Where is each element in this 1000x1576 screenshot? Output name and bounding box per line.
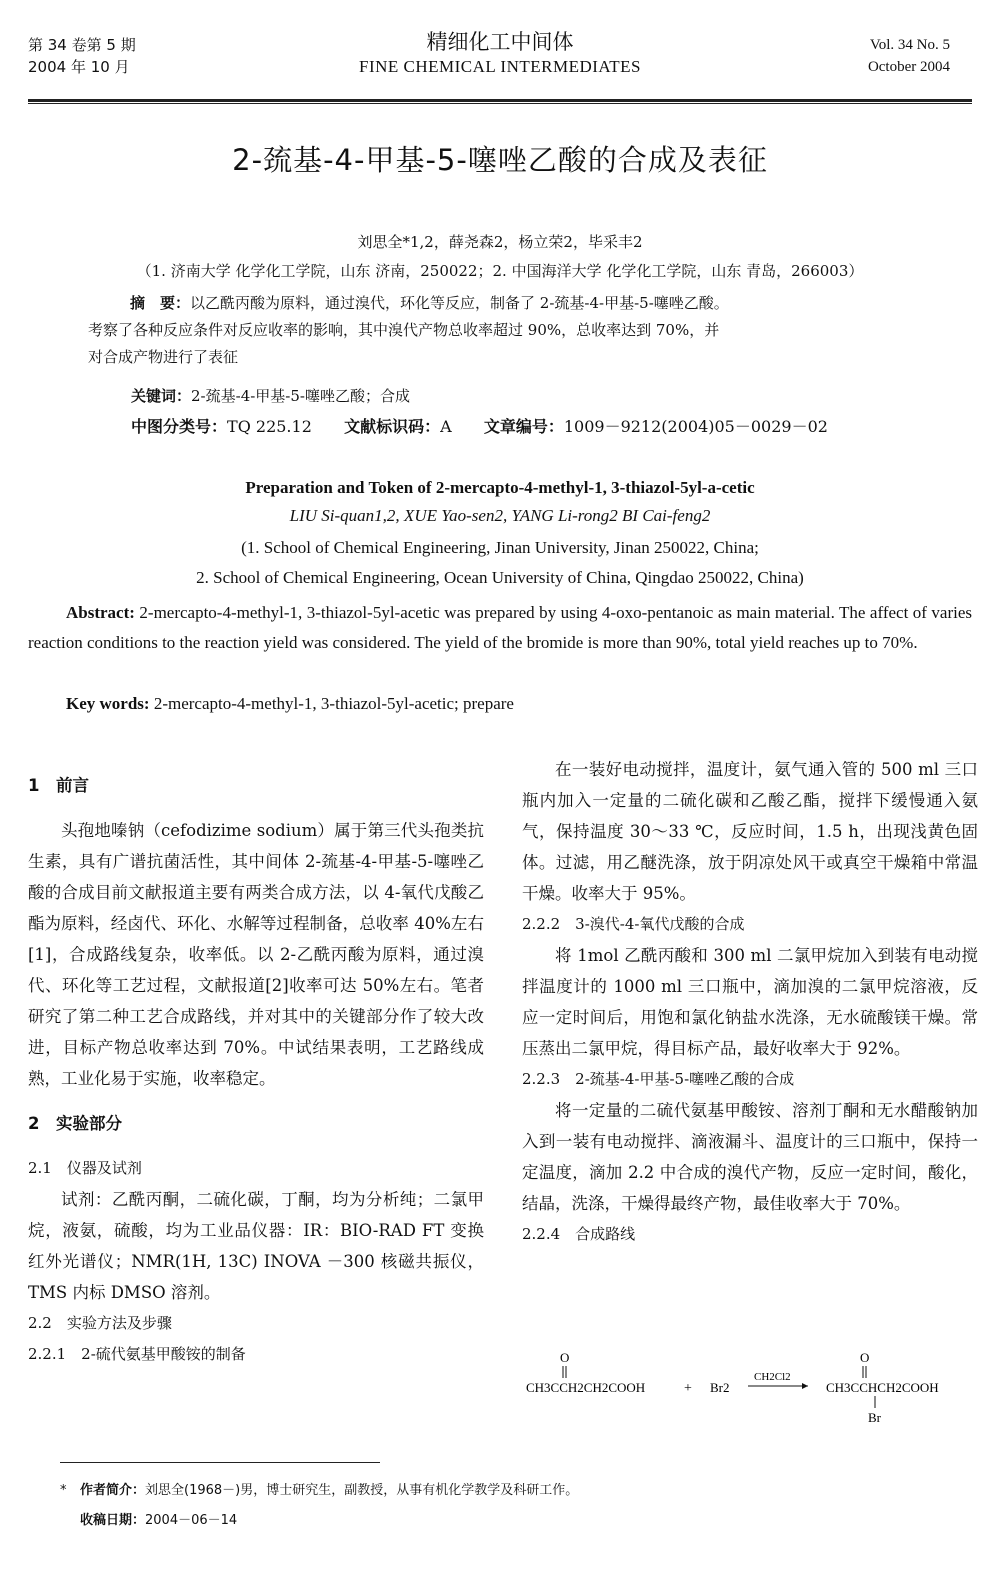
received-date: [60, 1506, 578, 1536]
abstract-en: [28, 598, 972, 658]
carbonyl-o-reactant: O: [560, 1350, 570, 1365]
section-2-2-3-heading: 2.2.3 2-巯基-4-甲基-5-噻唑乙酸的合成: [522, 1070, 795, 1088]
author-bio-label: 作者简介：: [80, 1483, 146, 1498]
doc-code: A: [440, 417, 452, 436]
abstract-cn-line2: 考察了各种反应条件对反应收率的影响，其中溴代产物总收率超过 90%，总收率达到 70%，并: [88, 321, 720, 339]
doc-code-label: 文献标识码：: [344, 417, 441, 436]
bromine-reagent: Br2: [710, 1380, 730, 1395]
received-date-text: 2004－06－14: [145, 1513, 238, 1528]
section-2-1-paragraph: 试剂：乙酰丙酮，二硫化碳，丁酮，均为分析纯；二氯甲烷，液氨，硫酸，均为工业品仪器：IR：BIO-RAD FT 变换红外光谱仪；NMR(1H, 13C) INOVA －300 核磁共振仪，TMS 内标 DMSO 溶剂。: [28, 1190, 484, 1302]
section-1-paragraph: 头孢地嗪钠（cefodizime sodium）属于第三代头孢类抗生素，具有广谱抗菌活性，其中间体 2-巯基-4-甲基-5-噻唑乙酸的合成目前文献报道主要有两类合成方法，以 4-氧代戊酸乙酯为原料，经卤代、环化、水解等过程制备，总收率 40%左右[1]，合成路线复杂，收率低。以 2-乙酰丙酸为原料，通过溴代、环化等工艺过程，文献报道[2]收率可达 50%左右。笔者研究了第二种工艺合成路线，并对其中的关键部分作了较大改进，目标产物总收率达到 70%。中试结果表明，工艺路线成熟，工业化易于实施，收率稳定。: [28, 821, 484, 1088]
volume-en: Vol. 34 No. 5: [869, 37, 950, 53]
footnote-rule: [60, 1462, 380, 1463]
keywords-en-text: 2-mercapto-4-methyl-1, 3-thiazol-5yl-acetic; prepare: [153, 694, 514, 713]
abstract-cn-line3: 对合成产物进行了表征: [88, 348, 239, 366]
authors-en: LIU Si-quan1,2, XUE Yao-sen2, YANG Li-rong2 BI Cai-feng2: [289, 506, 711, 525]
authors-cn: 刘思全*1,2，薛尧森2，杨立荣2，毕采丰2: [357, 233, 643, 251]
volume-cn: 第 34 卷第 5 期: [28, 36, 136, 54]
section-2-2-2-heading: 2.2.2 3-溴代-4-氧代戊酸的合成: [522, 915, 745, 933]
carbonyl-o-product: O: [860, 1350, 870, 1365]
section-2-2-heading: 2.2 实验方法及步骤: [28, 1314, 172, 1332]
section-2-2-2-paragraph: 将 1mol 乙酰丙酸和 300 ml 二氯甲烷加入到装有电动搅拌温度计的 1000 ml 三口瓶中，滴加溴的二氯甲烷溶液，反应一定时间后，用饱和氯化钠盐水洗涤，无水硫酸镁干燥。常压蒸出二氯甲烷，得目标产品，最好收率大于 92%。: [522, 946, 978, 1058]
title-en: Preparation and Token of 2-mercapto-4-methyl-1, 3-thiazol-5yl-a-cetic: [245, 478, 755, 497]
affiliation-en-2: 2. School of Chemical Engineering, Ocean University of China, Qingdao 250022, China): [196, 568, 804, 587]
abstract-cn-label: 摘 要：: [130, 294, 191, 312]
abstract-cn: [88, 290, 928, 371]
left-column: [28, 770, 484, 1370]
keywords-cn-text: 2-巯基-4-甲基-5-噻唑乙酸；合成: [191, 387, 410, 405]
classification-line: [131, 414, 828, 437]
right-column: [522, 754, 978, 1250]
section-2-2-1-paragraph: 在一装好电动搅拌，温度计，氨气通入管的 500 ml 三口瓶内加入一定量的二硫化碳和乙酸乙酯，搅拌下缓慢通入氨气，保持温度 30～33 ℃，反应时间，1.5 h，出现浅黄色固体。过滤，用乙醚洗涤，放于阴凉处风干或真空干燥箱中常温干燥。收率大于 95%。: [522, 760, 978, 903]
issue-info-en: [868, 34, 950, 78]
journal-name: [0, 28, 1000, 78]
journal-name-en: FINE CHEMICAL INTERMEDIATES: [358, 57, 642, 76]
received-date-label: 收稿日期：: [80, 1513, 146, 1528]
footnote: [60, 1476, 578, 1536]
clc-label: 中图分类号：: [131, 417, 228, 436]
solvent-label: CH2Cl2: [754, 1371, 791, 1383]
author-bio-text: 刘思全(1968－)男，博士研究生，副教授，从事有机化学教学及科研工作。: [145, 1483, 579, 1498]
reaction-scheme-svg: [524, 1348, 974, 1428]
reaction-scheme: [524, 1348, 974, 1428]
keywords-cn: [131, 386, 410, 407]
date-cn: 2004 年 10 月: [28, 58, 130, 76]
keywords-cn-label: 关键词：: [131, 387, 192, 405]
plus-sign: +: [684, 1381, 692, 1396]
article-id-label: 文章编号：: [483, 417, 564, 436]
bromine-substituent: Br: [868, 1410, 881, 1425]
product-formula: CH3CCHCH2COOH: [826, 1380, 939, 1395]
author-bio: * 作者简介：刘思全(1968－)男，博士研究生，副教授，从事有机化学教学及科研工作。: [60, 1483, 579, 1498]
reactant-formula: CH3CCH2CH2COOH: [526, 1380, 646, 1395]
section-2-2-4-heading: 2.2.4 合成路线: [522, 1225, 636, 1243]
abstract-en-label: Abstract:: [66, 603, 135, 622]
section-2-2-1-heading: 2.2.1 2-硫代氨基甲酸铵的制备: [28, 1345, 246, 1363]
section-2-2-3-paragraph: 将一定量的二硫代氨基甲酸铵、溶剂丁酮和无水醋酸钠加入到一装有电动搅拌、滴液漏斗、温度计的三口瓶中，保持一定温度，滴加 2.2 中合成的溴代产物，反应一定时间，酸化，结晶，洗涤，干燥得最终产物，最佳收率大于 70%。: [522, 1101, 978, 1213]
clc-number: TQ 225.12: [227, 417, 312, 436]
affiliation-en-1: (1. School of Chemical Engineering, Jinan University, Jinan 250022, China;: [241, 538, 759, 557]
section-1-heading: 1 前言: [28, 776, 89, 795]
abstract-en-text: 2-mercapto-4-methyl-1, 3-thiazol-5yl-acetic was prepared by using 4-oxo-pentanoic as main material. The affect of varies reaction conditions to the reaction yield was considered. The yield of the bromide is more than 90%, total yield reaches up to 70%.: [28, 603, 973, 652]
date-en: October 2004: [867, 59, 950, 75]
section-2-1-heading: 2.1 仪器及试剂: [28, 1159, 142, 1177]
abstract-cn-line1: 以乙酰丙酸为原料，通过溴代，环化等反应，制备了 2-巯基-4-甲基-5-噻唑乙酸。: [190, 294, 729, 312]
keywords-en: [66, 694, 514, 714]
header-rule: [28, 99, 972, 102]
arrow-head-icon: [802, 1383, 808, 1389]
affiliations-cn: （1. 济南大学 化学化工学院，山东 济南，250022；2. 中国海洋大学 化学化工学院，山东 青岛，266003）: [136, 262, 864, 280]
keywords-en-label: Key words:: [66, 694, 150, 713]
article-id: 1009－9212(2004)05－0029－02: [563, 417, 828, 436]
paper-title: 2-巯基-4-甲基-5-噻唑乙酸的合成及表征: [232, 143, 768, 177]
section-2-heading: 2 实验部分: [28, 1114, 122, 1133]
journal-name-cn: 精细化工中间体: [426, 30, 574, 54]
header-rule-thin: [28, 103, 972, 104]
